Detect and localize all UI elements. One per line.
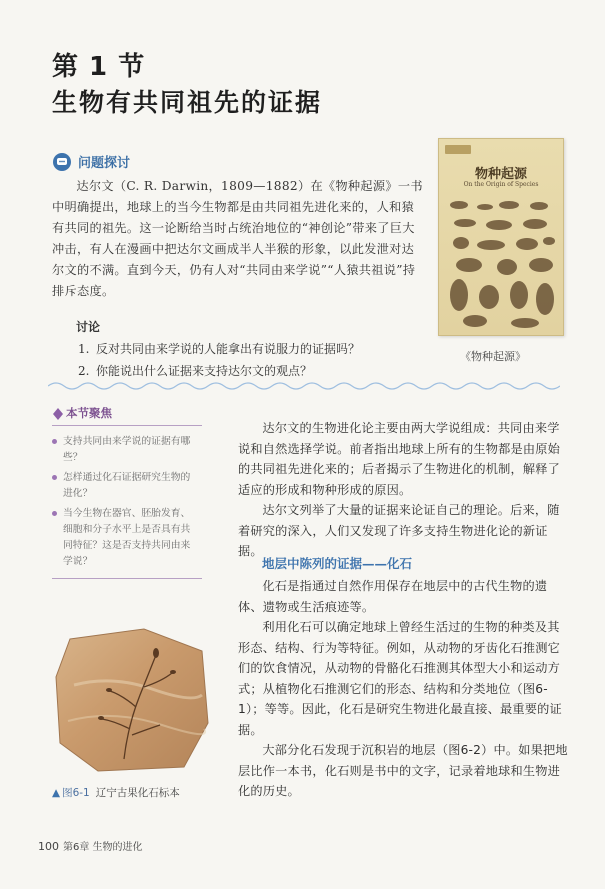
question-text: 你能说出什么证据来支持达尔文的观点？	[96, 364, 313, 378]
publisher-badge	[445, 145, 471, 154]
figure-label: 图6-1	[62, 787, 90, 799]
body-paragraph: 利用化石可以确定地球上曾经生活过的生物的种类及其形态、结构、行为等特征。例如，从动物的牙齿化石推测它们的饮食情况，从动物的骨骼化石推测其体型大小和运动方式；从植物化石推测它们的形态、结构和分类地位（图6-1）；等等。因此，化石是研究生物进化最直接、最重要的证据。	[238, 620, 562, 737]
animal-illustration	[445, 197, 559, 331]
bullet-icon	[52, 475, 57, 480]
bullet-icon	[52, 439, 57, 444]
bullet-icon	[52, 511, 57, 516]
body-paragraph: 达尔文列举了大量的证据来论证自己的理论。后来，随着研究的深入，人们又发现了许多支持生物进化论的新证据。	[238, 503, 560, 558]
focus-item-text: 支持共同由来学说的证据有哪些？	[63, 436, 191, 463]
problem-exploration-paragraph: 达尔文（C. R. Darwin，1809—1882）在《物种起源》一书中明确提出，地球上的当今生物都是由共同祖先进化来的，人和猿有共同的祖先。这一论断给当时占统治地位的“神创论”带来了巨大冲击，有人在漫画中把达尔文画成半人半猴的形象，以此发泄对达尔文的不满。直到今天，仍有人对“共同由来学说”“人猿共祖说”持排斥态度。	[52, 179, 423, 298]
discussion-question	[78, 340, 418, 357]
focus-item	[52, 506, 204, 570]
book-caption: 《物种起源》	[460, 350, 526, 363]
problem-exploration-label: 问题探讨	[78, 156, 131, 171]
question-text: 反对共同由来学说的人能拿出有说服力的证据吗？	[96, 342, 361, 356]
chapter-label: 第6章 生物的进化	[63, 842, 143, 853]
question-number: 1.	[78, 342, 90, 356]
discussion-question	[78, 362, 418, 379]
focus-item	[52, 434, 204, 466]
page-footer	[38, 838, 143, 853]
body-paragraph: 达尔文的生物进化论主要由两大学说组成：共同由来学说和自然选择学说。前者指出地球上所有的生物都是由原始的共同祖先进化来的；后者揭示了生物进化的机制，解释了适应的形成和物种形成的原因。	[238, 421, 561, 497]
question-number: 2.	[78, 364, 90, 378]
focus-item-text: 怎样通过化石证据研究生物的进化？	[63, 472, 191, 499]
fossil-specimen-image	[52, 625, 212, 775]
focus-label: 本节聚焦	[66, 406, 112, 420]
book-cover-image	[438, 138, 564, 336]
page-number: 100	[38, 840, 59, 853]
body-paragraph: 化石是指通过自然作用保存在地层中的古代生物的遗体、遗物或生活痕迹等。	[238, 579, 548, 614]
figure-name: 辽宁古果化石标本	[95, 787, 180, 799]
focus-divider	[52, 425, 202, 426]
subheading: 地层中陈列的证据——化石	[262, 556, 413, 571]
section-divider	[48, 380, 560, 392]
book-cover-subtitle: On the Origin of Species	[463, 181, 539, 188]
section-title: 生物有共同祖先的证据	[52, 88, 323, 117]
focus-item	[52, 470, 204, 502]
figure-caption	[52, 785, 180, 800]
book-cover-title: 物种起源	[474, 167, 527, 182]
body-paragraph: 大部分化石发现于沉积岩的地层（图6-2）中。如果把地层比作一本书，化石则是书中的文字，记录着地球和生物进化的历史。	[238, 743, 568, 798]
section-number: 第 1 节	[52, 52, 146, 82]
discussion-label: 讨论	[76, 320, 101, 334]
triangle-marker-icon: ▲	[52, 787, 61, 799]
focus-item-text: 当今生物在器官、胚胎发育、细胞和分子水平上是否具有共同特征？这是否支持共同由来学说？	[63, 508, 191, 567]
focus-divider-bottom	[52, 578, 202, 579]
chat-bubble-icon	[52, 152, 72, 172]
